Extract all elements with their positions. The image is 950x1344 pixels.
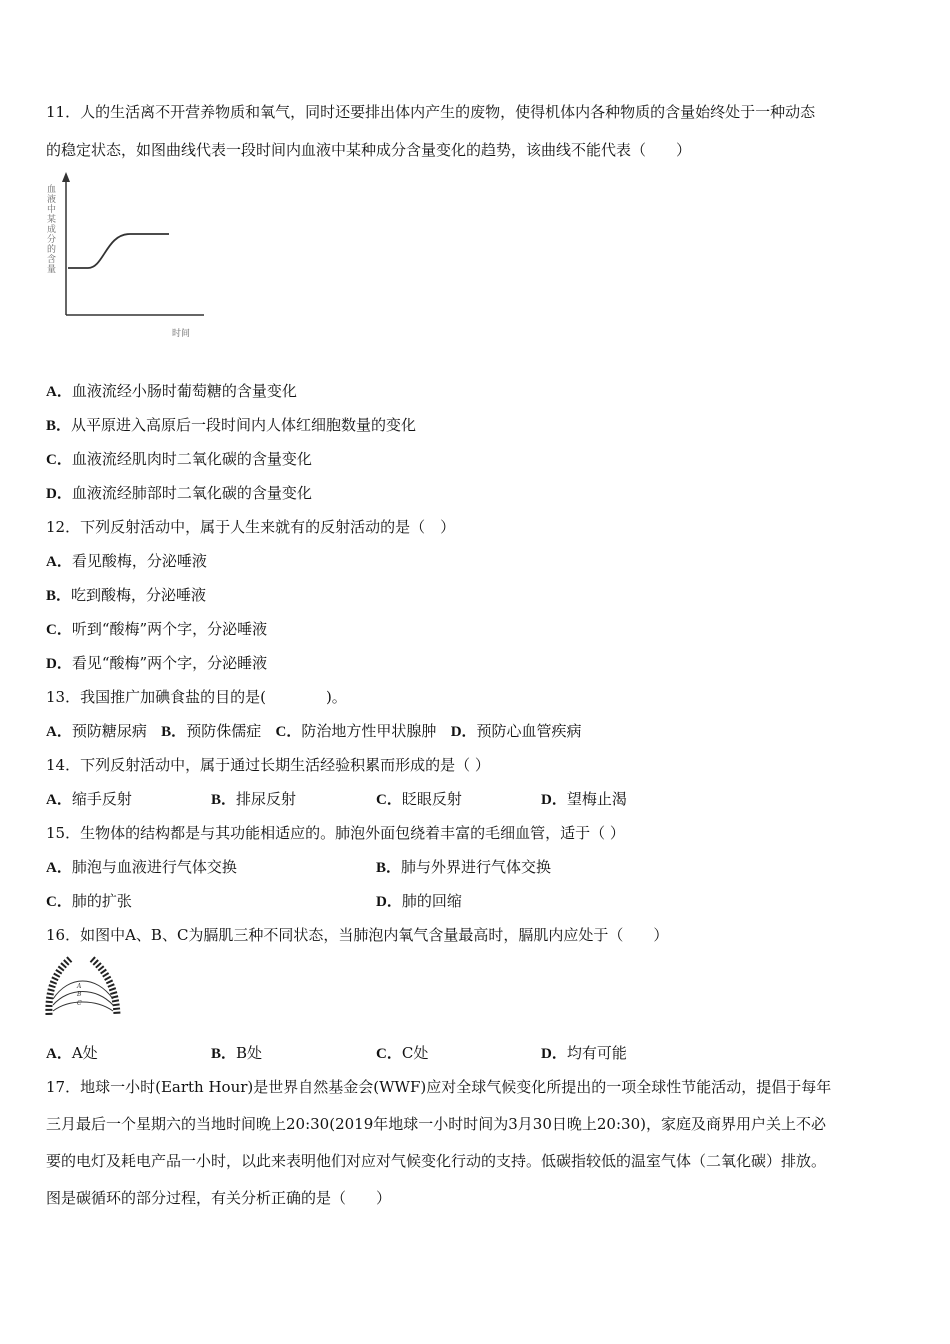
q14-option-a: A．缩手反射 bbox=[46, 790, 132, 808]
q11-stem-line2: 的稳定状态，如图曲线代表一段时间内血液中某种成分含量变化的趋势，该曲线不能代表（ ） bbox=[46, 141, 692, 159]
label-c: C bbox=[77, 1000, 82, 1007]
label-a: A bbox=[77, 983, 82, 990]
q12-stem: 12．下列反射活动中，属于人生来就有的反射活动的是（ ） bbox=[46, 518, 456, 536]
x-axis-label: 时间 bbox=[172, 329, 191, 339]
q14-option-b: B．排尿反射 bbox=[211, 790, 297, 808]
y-axis-label: 血液中某成分的含量 bbox=[45, 184, 55, 274]
q16-stem: 16．如图中A、B、C为膈肌三种不同状态，当肺泡内氧气含量最高时，膈肌内应处于（ ） bbox=[46, 926, 669, 944]
q11-option-a: A．血液流经小肠时葡萄糖的含量变化 bbox=[46, 382, 297, 400]
q14-options-row bbox=[46, 789, 906, 809]
q11-stem-line1: 11．人的生活离不开营养物质和氧气，同时还要排出体内产生的废物，使得机体内各种物质的含量始终处于一种动态 bbox=[46, 103, 816, 121]
q15-stem: 15．生物体的结构都是与其功能相适应的。肺泡外面包绕着丰富的毛细血管，适于（ ） bbox=[46, 824, 625, 842]
q12-option-d: D．看见“酸梅”两个字，分泌睡液 bbox=[46, 654, 268, 672]
label-b: B bbox=[77, 991, 82, 998]
q12-option-b: B．吃到酸梅，分泌唾液 bbox=[46, 586, 207, 604]
q13-option-a: A．预防糖尿病 bbox=[46, 722, 147, 740]
q13-option-c: C．防治地方性甲状腺肿 bbox=[275, 722, 437, 740]
y-axis-arrow-icon bbox=[62, 172, 70, 182]
q13-stem: 13．我国推广加碘食盐的目的是( )。 bbox=[46, 688, 347, 706]
q11-option-b: B．从平原进入高原后一段时间内人体红细胞数量的变化 bbox=[46, 416, 417, 434]
q15-option-a: A．肺泡与血液进行气体交换 bbox=[46, 858, 237, 876]
q12-option-a: A．看见酸梅，分泌唾液 bbox=[46, 552, 207, 570]
q17-stem-line1: 17．地球一小时(Earth Hour)是世界自然基金会(WWF)应对全球气候变化所提出的一项全球性节能活动，提倡于每年 bbox=[46, 1078, 832, 1096]
q17-stem-line3: 要的电灯及耗电产品一小时，以此来表明他们对应对气候变化行动的支持。低碳指较低的温室气体（二氧化碳）排放。 bbox=[46, 1152, 827, 1170]
q14-option-c: C．眨眼反射 bbox=[376, 790, 462, 808]
diaphragm-position-b bbox=[53, 992, 113, 1006]
diaphragm-position-c bbox=[53, 1002, 113, 1011]
q14-option-d: D．望梅止渴 bbox=[541, 790, 627, 808]
q15-option-d: D．肺的回缩 bbox=[376, 892, 462, 910]
q11-option-c: C．血液流经肌肉时二氧化碳的含量变化 bbox=[46, 450, 312, 468]
q16-options-row bbox=[46, 1043, 906, 1063]
q14-stem: 14．下列反射活动中，属于通过长期生活经验积累而形成的是（ ） bbox=[46, 756, 490, 774]
q16-option-b: B．B处 bbox=[211, 1044, 263, 1062]
q16-option-c: C．C处 bbox=[376, 1044, 429, 1062]
content-curve bbox=[68, 234, 169, 268]
q15-options-row1 bbox=[46, 857, 906, 877]
q16-option-d: D．均有可能 bbox=[541, 1044, 627, 1062]
q13-option-d: D．预防心血管疾病 bbox=[450, 722, 582, 740]
q12-option-c: C．听到“酸梅”两个字，分泌唾液 bbox=[46, 620, 268, 638]
q11-option-d: D．血液流经肺部时二氧化碳的含量变化 bbox=[46, 484, 312, 502]
q16-option-a: A．A处 bbox=[46, 1044, 98, 1062]
q17-stem-line4: 图是碳循环的部分过程，有关分析正确的是（ ） bbox=[46, 1189, 392, 1207]
q15-options-row2 bbox=[46, 891, 906, 911]
q15-option-b: B．肺与外界进行气体交换 bbox=[376, 858, 552, 876]
q17-stem-line2: 三月最后一个星期六的当地时间晚上20:30(2019年地球一小时时间为3月30日晚上20:30)，家庭及商界用户关上不必 bbox=[46, 1115, 826, 1133]
q15-option-c: C．肺的扩张 bbox=[46, 892, 132, 910]
diaphragm-position-a bbox=[53, 981, 113, 999]
q13-option-b: B．预防侏儒症 bbox=[161, 722, 262, 740]
q16-diaphragm-figure bbox=[44, 955, 124, 1021]
q13-options-row bbox=[46, 721, 582, 742]
q11-curve-figure bbox=[44, 170, 214, 345]
